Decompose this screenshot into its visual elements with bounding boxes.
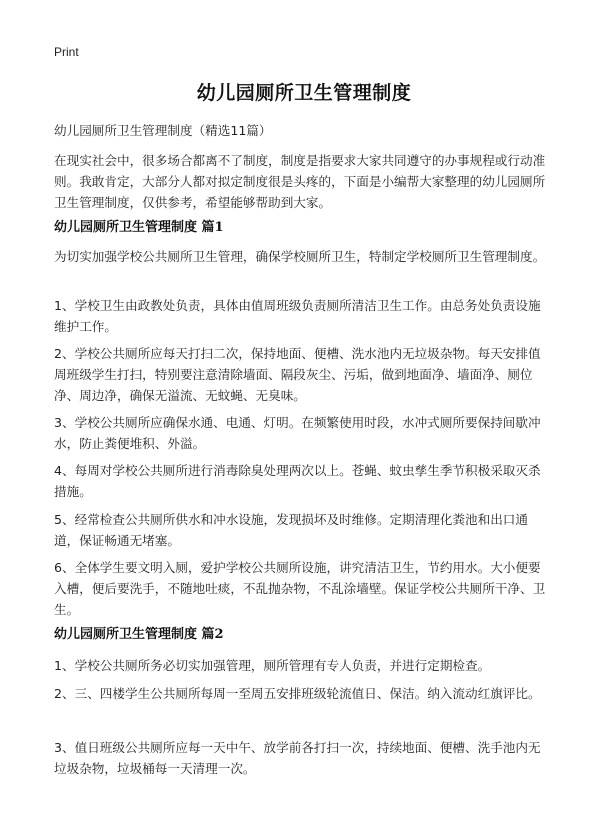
section-1-paragraph: 3、学校公共厕所应确保水通、电通、灯明。在频繁使用时段，水冲式厕所要保持间歇冲水，防止粪便堆积、外溢。 — [54, 415, 541, 451]
section-1-paragraph: 6、全体学生要文明入厕，爱护学校公共厕所设施，讲究清洁卫生，节约用水。大小便要入槽，便后要洗手，不随地吐痰，不乱抛杂物，不乱涂墙壁。保证学校公共厕所干净、卫生。 — [54, 560, 546, 617]
section-1-paragraph: 为切实加强学校公共厕所卫生管理，确保学校厕所卫生，特制定学校厕所卫生管理制度。 — [54, 249, 546, 264]
section-heading-1: 幼儿园厕所卫生管理制度 篇1 — [54, 220, 224, 235]
print-link[interactable]: Print — [54, 45, 79, 59]
document-title: 幼儿园厕所卫生管理制度 — [196, 82, 412, 104]
document-subtitle: 幼儿园厕所卫生管理制度（精选11篇） — [54, 123, 272, 138]
section-1-paragraph: 5、经常检查公共厕所供水和冲水设施，发现损坏及时维修。定期清理化粪池和出口通道，保证畅通无堵塞。 — [54, 512, 528, 548]
section-1-paragraph: 4、每周对学校公共厕所进行消毒除臭处理两次以上。苍蝇、蚊虫孳生季节积极采取灭杀措施。 — [54, 463, 541, 499]
section-2-paragraph: 3、值日班级公共厕所应每一天中午、放学前各打扫一次，持续地面、便槽、洗手池内无垃圾杂物，垃圾桶每一天清理一次。 — [54, 740, 541, 776]
section-2-paragraph: 2、三、四楼学生公共厕所每周一至周五安排班级轮流值日、保洁。纳入流动红旗评比。 — [54, 686, 541, 701]
section-heading-2: 幼儿园厕所卫生管理制度 篇2 — [54, 627, 224, 642]
section-1-paragraph: 1、学校卫生由政教处负责，具体由值周班级负责厕所清洁卫生工作。由总务处负责设施维护工作。 — [54, 298, 541, 334]
section-1-paragraph: 2、学校公共厕所应每天打扫二次，保持地面、便槽、洗水池内无垃圾杂物。每天安排值周班级学生打扫，特别要注意清除墙面、隔段灰尘、污垢，做到地面净、墙面净、厕位净、周边净，确保无溢流、无蚊蝇、无臭味。 — [54, 346, 541, 403]
intro-paragraph: 在现实社会中，很多场合都离不了制度，制度是指要求大家共同遵守的办事规程或行动准则。我敢肯定，大部分人都对拟定制度很是头疼的，下面是小编帮大家整理的幼儿园厕所卫生管理制度，仅供参考，希望能够帮助到大家。 — [54, 153, 546, 210]
section-2-paragraph: 1、学校公共厕所务必切实加强管理，厕所管理有专人负责，并进行定期检查。 — [54, 658, 491, 673]
